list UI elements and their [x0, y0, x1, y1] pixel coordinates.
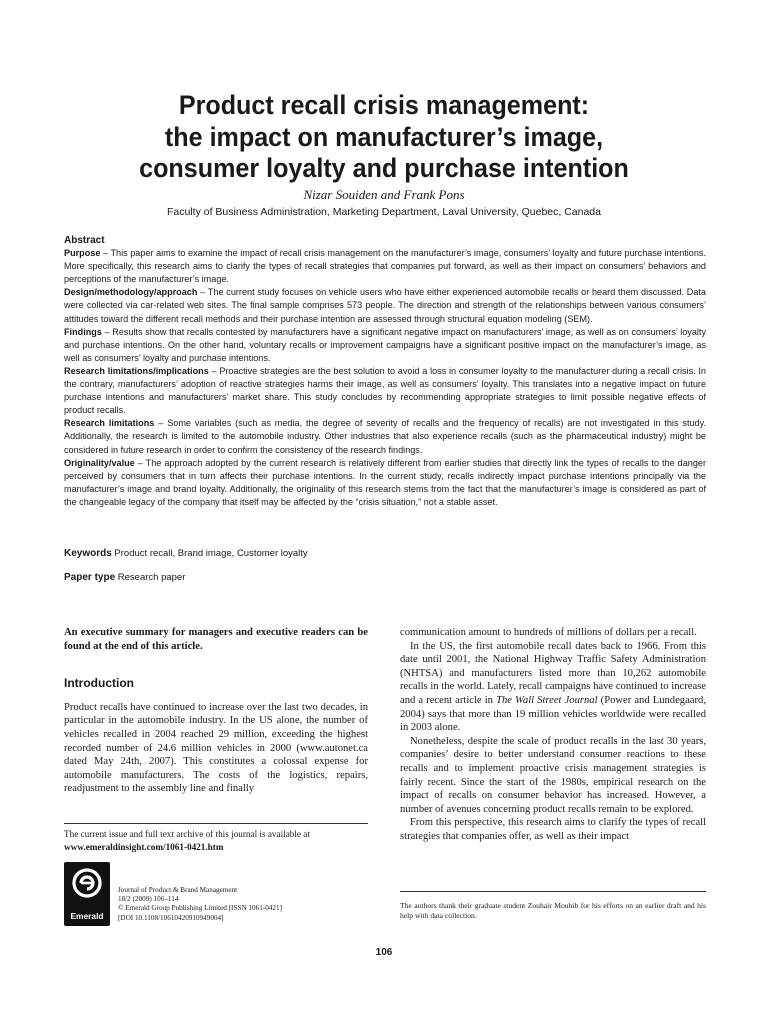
title-line: Product recall crisis management: — [178, 90, 590, 120]
introduction-heading: Introduction — [64, 676, 134, 691]
abstract — [64, 234, 706, 509]
keywords-label: Keywords — [64, 548, 112, 559]
section-label: Design/methodology/approach — [64, 287, 198, 298]
left-column — [64, 626, 368, 796]
abstract-heading: Abstract — [64, 235, 105, 246]
abstract-originality — [64, 457, 706, 509]
section-text: – Some variables (such as media, the degree of severity of recalls and the frequency of recalls) are not investigated in this study. Additionally, the research is limited to the automobile industry. Other industries that also experience recalls (such as the pharmaceutical industry) might be considered in future research in order to confirm the consistency of the research findings. — [64, 418, 706, 455]
journal-doi: [DOI 10.1108/10610420910949004] — [118, 913, 224, 922]
section-label: Research limitations — [64, 418, 155, 429]
section-text: – This paper aims to examine the impact of recall crisis management on the manufacturer’s image, consumers’ loyalty and future purchase intentions. More specifically, this research aims to clarify the types of recall strategies that companies put forward, as well as their impact on consumers’ behaviors and perceptions of the manufacturer’s image. — [64, 248, 706, 285]
executive-summary-note: An executive summary for managers and executive readers can be found at the end of this article. — [64, 627, 368, 652]
archive-text: The current issue and full text archive of this journal is available at — [64, 829, 310, 839]
abstract-limitations — [64, 417, 706, 456]
section-label: Originality/value — [64, 457, 135, 468]
journal-copyright: © Emerald Group Publishing Limited [ISSN 1061-0421] — [118, 904, 282, 913]
paragraph: communication amount to hundreds of millions of dollars per a recall. — [400, 627, 697, 638]
section-text: – Results show that recalls contested by manufacturers have a significant negative impact on manufacturers’ image, as well as on consumers’ loyalty and purchase intentions. On the other hand, voluntary recalls or improvement campaigns have a significant positive impact on the manufacturer’s image, as well as consumers’ loyalty and purchase intentions. — [64, 326, 706, 363]
archive-note — [64, 828, 368, 854]
paper-title — [83, 90, 686, 185]
abstract-design — [64, 286, 706, 325]
archive-link[interactable]: www.emeraldinsight.com/1061-0421.htm — [64, 842, 224, 852]
affiliation: Faculty of Business Administration, Marketing Department, Laval University, Quebec, Canada — [166, 206, 601, 218]
section-label: Purpose — [64, 248, 101, 259]
section-label: Findings — [64, 326, 102, 337]
page-number: 106 — [375, 947, 393, 958]
section-label: Research limitations/implications — [64, 365, 209, 376]
abstract-implications — [64, 365, 706, 417]
journal-issue: 18/2 (2009) 106–114 — [118, 895, 179, 904]
journal-citation: The Wall Street Journal — [496, 694, 598, 706]
title-line: consumer loyalty and purchase intention — [139, 153, 629, 183]
footnote: The authors thank their graduate student Zouhair Mouhib for his efforts on an earlier draft and his help with data collection. — [400, 901, 706, 920]
section-text: – The current study focuses on vehicle users who have either experienced automobile recalls or heard them discussed. Data were collected via car-related web sites. The final sample comprises 573 people. The direction and strength of the relationships between various consumers’ attitudes toward the different recall methods and their purchase intention are assessed through structural equation modeling (SEM). — [64, 287, 706, 324]
section-text: – Proactive strategies are the best solution to avoid a loss in consumer loyalty to the manufacturer during a recall crisis. In the contrary, manufacturers’ adoption of reactive strategies harms their image, as well as consumers’ loyalty. This translates into a negative impact on future purchase intentions and manufacturers’ market share. This study concludes by recommending appropriate strategies to limit possible negative effects of product recalls. — [64, 365, 706, 416]
emerald-logo — [64, 862, 110, 926]
title-line: the impact on manufacturer’s image, — [164, 121, 604, 152]
abstract-purpose — [64, 247, 706, 286]
logo-text: Emerald — [70, 911, 104, 921]
divider — [400, 891, 706, 892]
paragraph: Nonetheless, despite the scale of product recalls in the last 30 years, companies’ desire to better understand consumer reactions to these recalls and to implement proactive crisis management strategies is fairly recent. Since the start of the 1980s, empirical research on the impact of recalls on consumer behavior has increased. However, a number of avenues concerning product recalls remain to be explored. — [400, 735, 706, 815]
paper-type — [64, 572, 706, 583]
section-text: – The approach adopted by the current research is relatively different from earlier studies that directly link the types of recalls to the danger perceived by consumers that in turn affects their purchase intentions. In the current study, recalls indirectly impact purchase intentions principally via the manufacturer’s image and brand loyalty. Additionally, the originality of this research stems from the fact that the manufacturer’s image is considered as part of the changeable legacy of the company that itself may be affected by the “crisis situation,” not a stable asset. — [64, 457, 706, 507]
journal-name: Journal of Product & Brand Management — [118, 886, 238, 894]
authors: Nizar Souiden and Frank Pons — [303, 187, 465, 202]
paper-type-text: Research paper — [115, 572, 186, 583]
abstract-findings — [64, 326, 706, 365]
keywords — [64, 548, 706, 559]
paragraph: From this perspective, this research aims to clarify the types of recall strategies that companies offer, as well as their impact — [400, 817, 706, 842]
paper-type-label: Paper type — [64, 572, 116, 583]
keywords-text: Product recall, Brand image, Customer loyalty — [111, 548, 308, 559]
emerald-logo-icon — [71, 867, 103, 899]
paragraph — [400, 640, 706, 735]
paragraph-text: In the US, the first automobile recall dates back to 1966. From this date until 2001, the National Highway Traffic Safety Administration (NHTSA) and manufacturers listed more than 10,262 automobile recalls in the world. Lately, recall campaigns have continued to increase and a recent article in — [400, 640, 706, 706]
paragraph-text: (Power and Lundegaard, 2004) says that more than 19 million vehicles worldwide were recalled in 2003 alone. — [400, 694, 706, 734]
right-column — [400, 626, 706, 844]
divider — [64, 823, 368, 824]
journal-info — [118, 886, 368, 923]
introduction-paragraph: Product recalls have continued to increase over the last two decades, in particular in the automobile industry. In the US alone, the number of vehicles recalled in 2004 reached 29 million, exceeding the highest recorded number of 24.6 million vehicles in 2000 (www.autonet.ca dated May 24th, 2007). This constitutes a colossal expense for automobile manufacturers. The costs of the logistics, repairs, readjustment to the assembly line and finally — [64, 701, 368, 795]
